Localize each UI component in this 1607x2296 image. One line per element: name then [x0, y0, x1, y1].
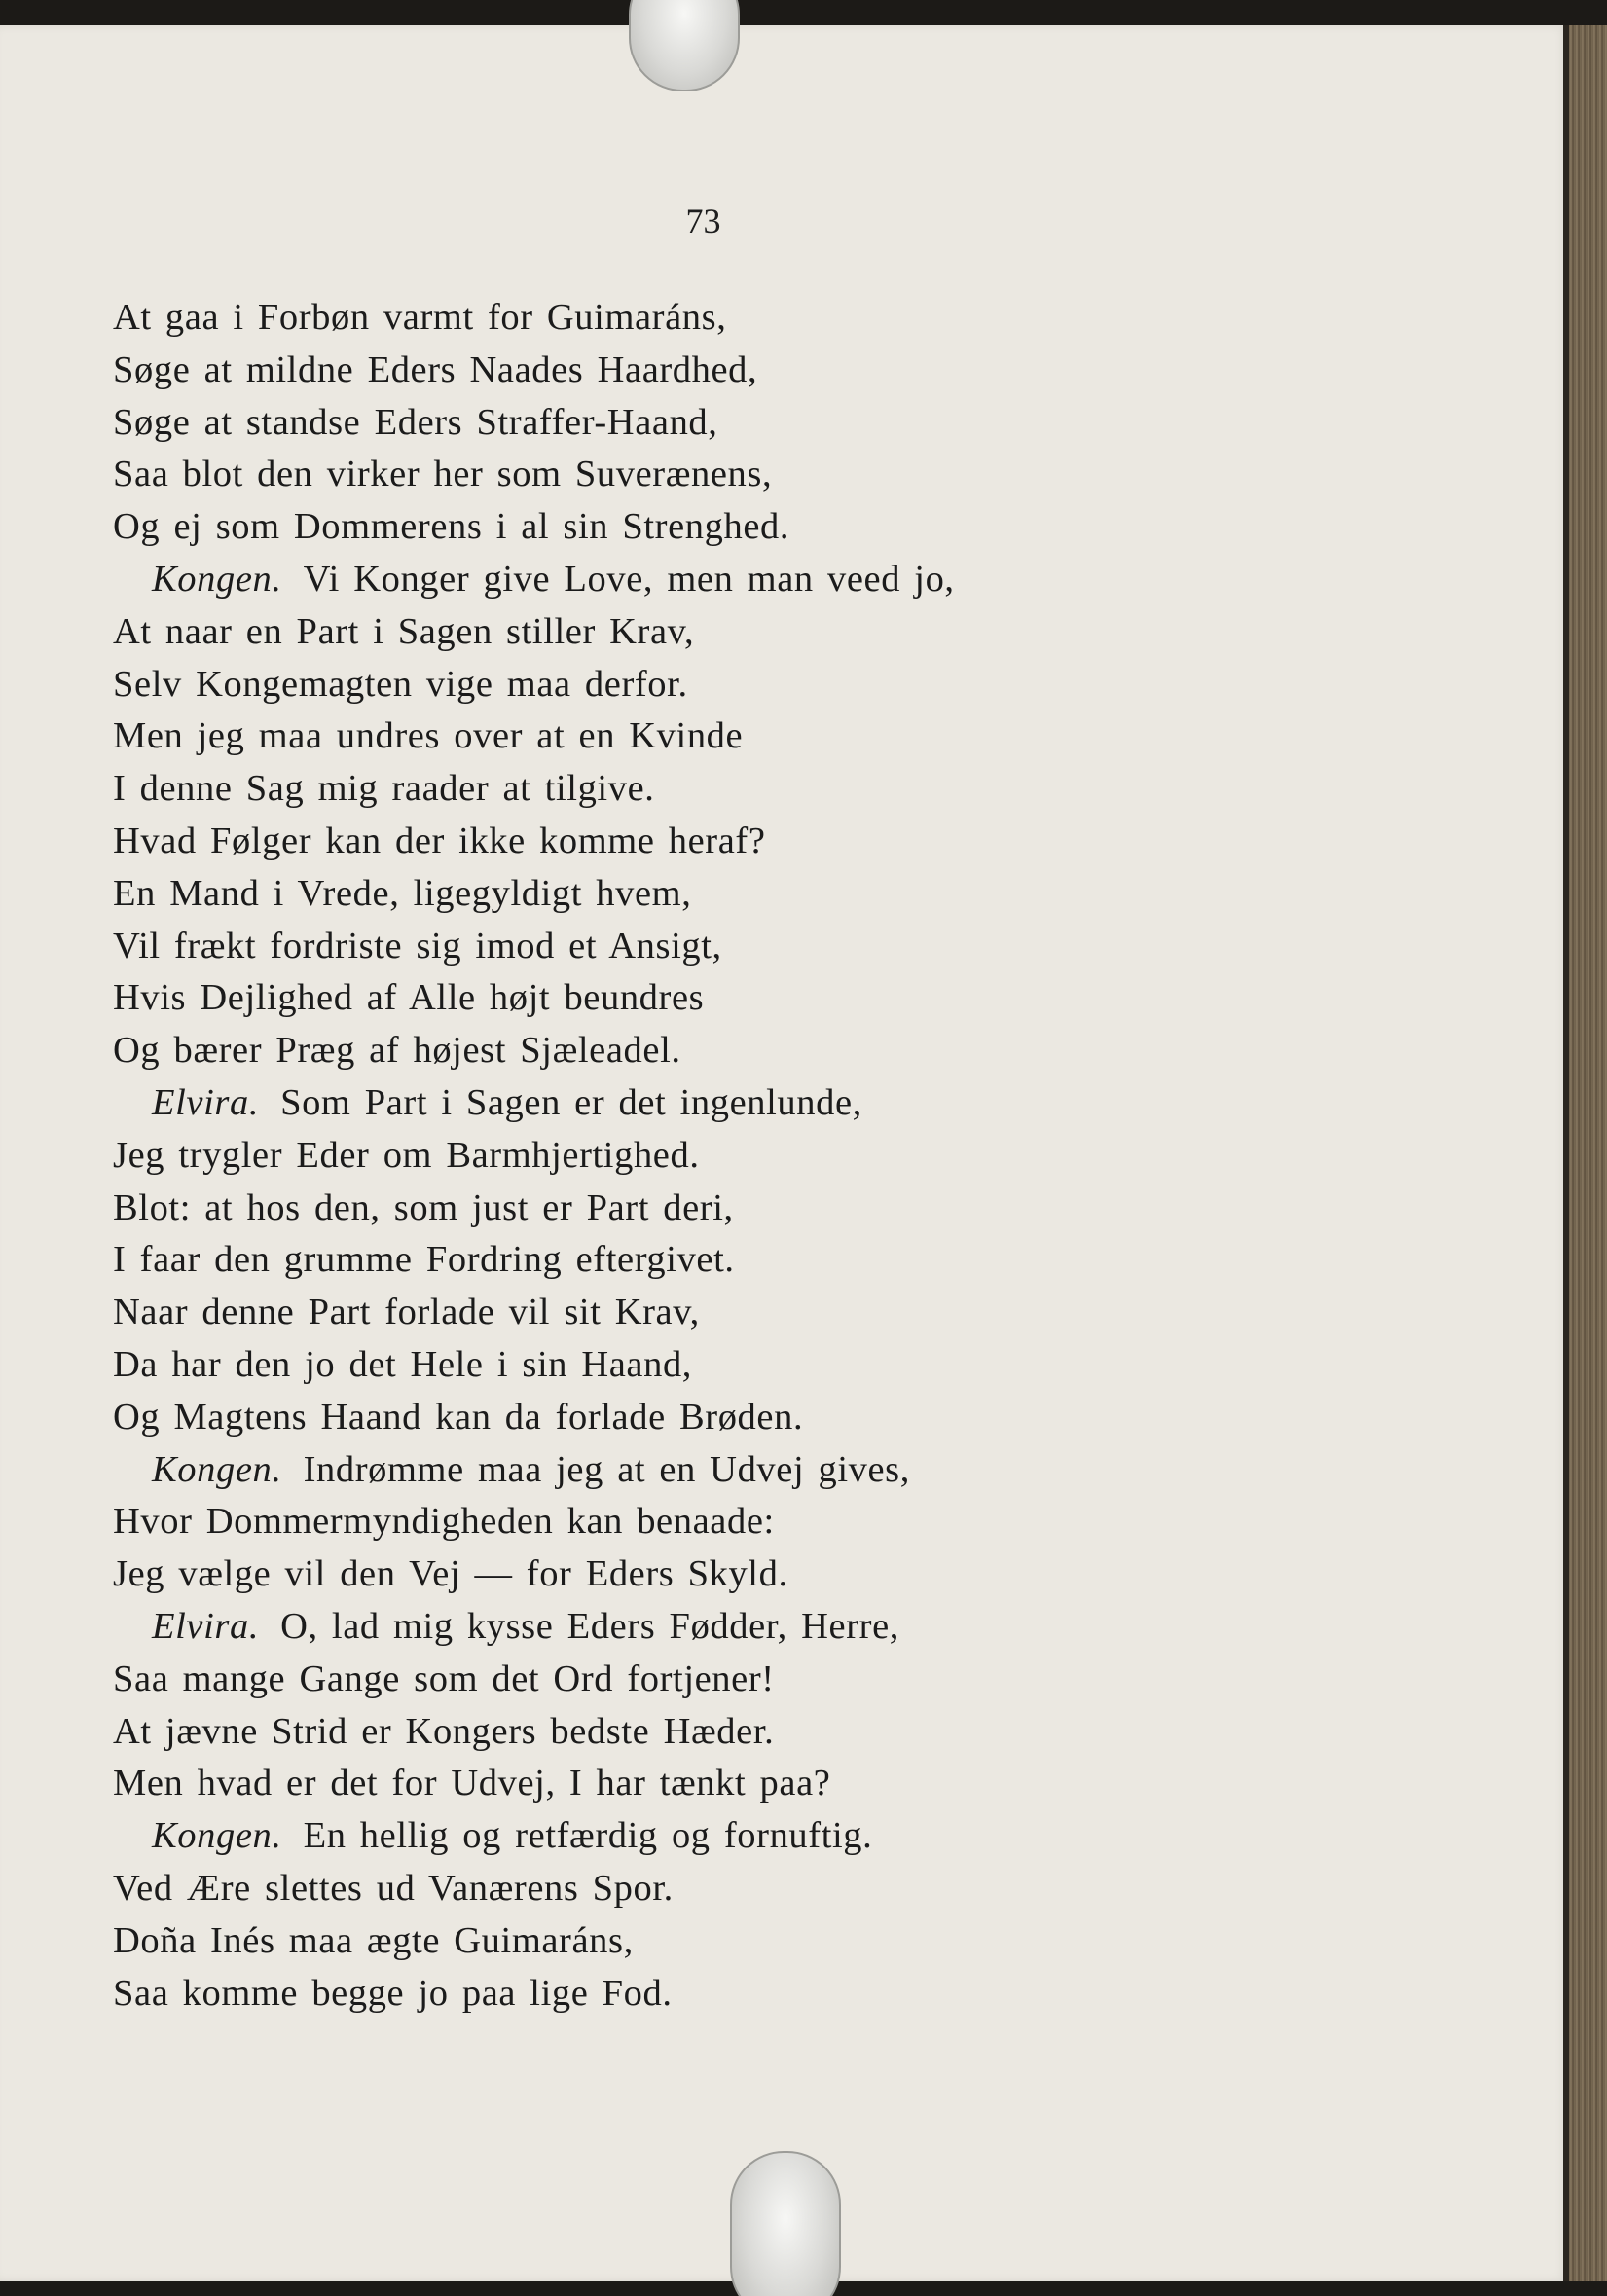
line-text: Blot: at hos den, som just er Part deri, — [113, 1186, 734, 1228]
line-text: Selv Kongemagten vige maa derfor. — [113, 663, 688, 705]
speech-line — [113, 1810, 1184, 1863]
verse-line — [113, 1025, 1184, 1077]
verse-line — [113, 501, 1184, 554]
line-text: Men jeg maa undres over at en Kvinde — [113, 715, 744, 757]
verse-line — [113, 763, 1184, 816]
verse-line — [113, 1339, 1184, 1392]
speaker-name: Elvira. — [152, 1605, 260, 1647]
line-text: O, lad mig kysse Eders Fødder, Herre, — [280, 1605, 899, 1647]
line-text: Søge at standse Eders Straffer-Haand, — [113, 401, 718, 443]
line-text: Men hvad er det for Udvej, I har tænkt paa? — [113, 1763, 831, 1804]
verse-line — [113, 1549, 1184, 1601]
verse-text — [113, 292, 1184, 2020]
speech-line — [113, 1601, 1184, 1654]
line-text: At naar en Part i Sagen stiller Krav, — [113, 610, 695, 652]
verse-line — [113, 921, 1184, 973]
line-text: Indrømme maa jeg at en Udvej gives, — [303, 1448, 910, 1490]
line-text: Som Part i Sagen er det ingenlunde, — [280, 1081, 862, 1123]
speaker-name: Kongen. — [152, 558, 282, 600]
verse-line — [113, 1234, 1184, 1287]
line-text: Saa mange Gange som det Ord fortjener! — [113, 1658, 775, 1699]
speaker-name: Kongen. — [152, 1448, 282, 1490]
verse-line — [113, 1706, 1184, 1759]
verse-line — [113, 659, 1184, 711]
verse-line — [113, 606, 1184, 659]
paper-page — [0, 25, 1569, 2281]
line-text: Og ej som Dommerens i al sin Strenghed. — [113, 506, 790, 548]
speech-line — [113, 554, 1184, 606]
line-text: Jeg vælge vil den Vej — for Eders Skyld. — [113, 1553, 788, 1595]
verse-line — [113, 1915, 1184, 1968]
verse-line — [113, 292, 1184, 345]
speaker-name: Elvira. — [152, 1081, 260, 1123]
speech-line — [113, 1444, 1184, 1497]
line-text: Vi Konger give Love, men man veed jo, — [303, 558, 955, 600]
speech-line — [113, 1077, 1184, 1130]
verse-line — [113, 1863, 1184, 1915]
line-text: I denne Sag mig raader at tilgive. — [113, 768, 655, 810]
bottom-page-clip — [730, 2151, 841, 2296]
line-text: En Mand i Vrede, ligegyldigt hvem, — [113, 872, 692, 914]
verse-line — [113, 1287, 1184, 1339]
speaker-name: Kongen. — [152, 1815, 282, 1857]
line-text: Da har den jo det Hele i sin Haand, — [113, 1343, 693, 1385]
verse-line — [113, 1183, 1184, 1235]
verse-line — [113, 1130, 1184, 1183]
line-text: Søge at mildne Eders Naades Haardhed, — [113, 348, 758, 390]
verse-line — [113, 449, 1184, 501]
line-text: Hvad Følger kan der ikke komme heraf? — [113, 820, 766, 861]
line-text: Og bærer Præg af højest Sjæleadel. — [113, 1030, 681, 1072]
line-text: Vil frækt fordriste sig imod et Ansigt, — [113, 925, 722, 966]
verse-line — [113, 816, 1184, 868]
line-text: Doña Inés maa ægte Guimaráns, — [113, 1919, 634, 1961]
line-text: Ved Ære slettes ud Vanærens Spor. — [113, 1867, 674, 1909]
verse-line — [113, 1496, 1184, 1549]
verse-line — [113, 1758, 1184, 1810]
line-text: En hellig og retfærdig og fornuftig. — [303, 1815, 873, 1857]
line-text: Saa blot den virker her som Suverænens, — [113, 454, 773, 495]
verse-line — [113, 1968, 1184, 2021]
line-text: Og Magtens Haand kan da forlade Brøden. — [113, 1396, 804, 1438]
verse-line — [113, 868, 1184, 921]
verse-line — [113, 345, 1184, 397]
line-text: Hvis Dejlighed af Alle højt beundres — [113, 977, 705, 1019]
verse-line — [113, 711, 1184, 763]
page-number: 73 — [685, 201, 721, 240]
line-text: Hvor Dommermyndigheden kan benaade: — [113, 1501, 775, 1543]
line-text: At jævne Strid er Kongers bedste Hæder. — [113, 1710, 775, 1752]
verse-line — [113, 972, 1184, 1025]
verse-line — [113, 1654, 1184, 1706]
book-page-edges — [1569, 25, 1607, 2281]
line-text: Saa komme begge jo paa lige Fod. — [113, 1972, 673, 2014]
line-text: Naar denne Part forlade vil sit Krav, — [113, 1292, 700, 1333]
verse-line — [113, 397, 1184, 450]
verse-line — [113, 1392, 1184, 1444]
line-text: At gaa i Forbøn varmt for Guimaráns, — [113, 297, 727, 338]
line-text: Jeg trygler Eder om Barmhjertighed. — [113, 1134, 700, 1176]
line-text: I faar den grumme Fordring eftergivet. — [113, 1239, 735, 1281]
